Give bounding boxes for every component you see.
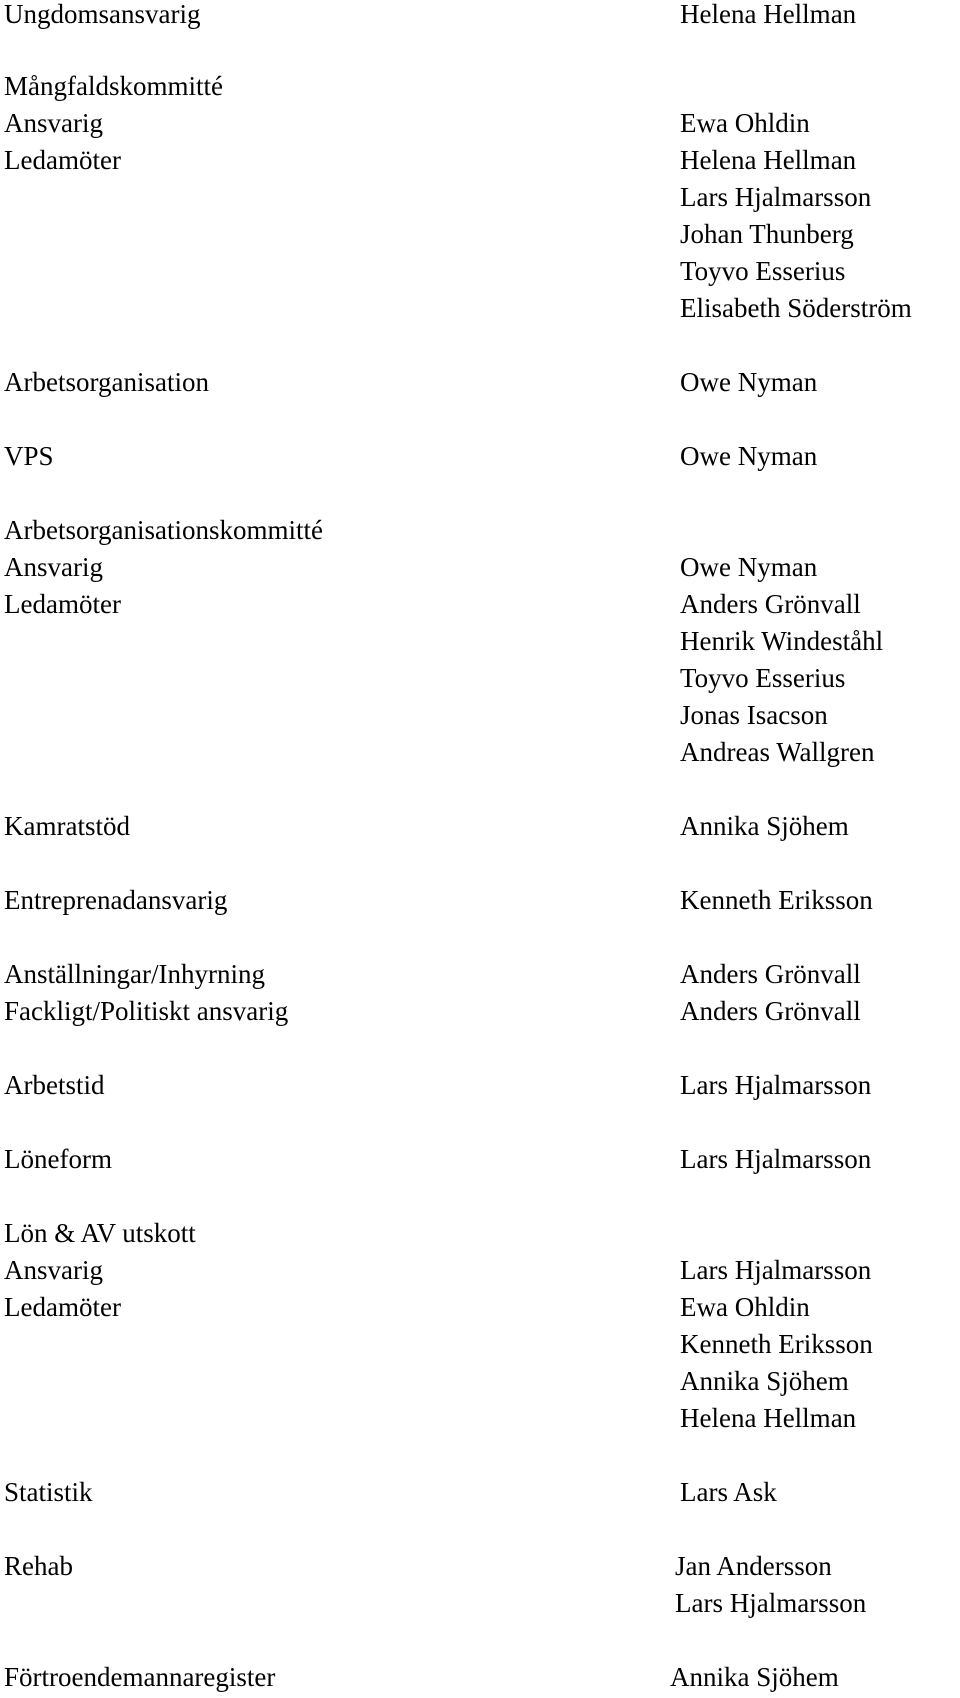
role-label: Löneform — [4, 1144, 112, 1174]
person-name: Ewa Ohldin — [680, 1292, 810, 1322]
person-name: Toyvo Esserius — [680, 663, 846, 693]
person-name: Elisabeth Söderström — [680, 293, 912, 323]
role-label: Ungdomsansvarig — [4, 0, 201, 29]
role-label: Kamratstöd — [4, 811, 130, 841]
person-name: Anders Grönvall — [680, 996, 861, 1026]
role-label: Ledamöter — [4, 589, 121, 619]
role-label: Ledamöter — [4, 1292, 121, 1322]
role-label: Arbetsorganisationskommitté — [4, 515, 323, 545]
role-label: VPS — [4, 441, 54, 471]
person-name: Annika Sjöhem — [670, 1662, 839, 1692]
role-label: Förtroendemannaregister — [4, 1662, 276, 1692]
role-label: Mångfaldskommitté — [4, 71, 223, 101]
person-name: Owe Nyman — [680, 552, 818, 582]
person-name: Kenneth Eriksson — [680, 1329, 873, 1359]
person-name: Kenneth Eriksson — [680, 885, 873, 915]
person-name: Johan Thunberg — [680, 219, 854, 249]
person-name: Henrik Windeståhl — [680, 626, 884, 656]
role-label: Entreprenadansvarig — [4, 885, 228, 915]
person-name: Anders Grönvall — [680, 959, 861, 989]
person-name: Owe Nyman — [680, 367, 818, 397]
person-name: Owe Nyman — [680, 441, 818, 471]
role-label: Arbetsorganisation — [4, 367, 209, 397]
person-name: Annika Sjöhem — [680, 811, 849, 841]
person-name: Lars Hjalmarsson — [680, 1255, 872, 1285]
person-name: Andreas Wallgren — [680, 737, 875, 767]
role-label: Ansvarig — [4, 552, 103, 582]
person-name: Helena Hellman — [680, 145, 857, 175]
person-name: Lars Hjalmarsson — [675, 1588, 867, 1618]
person-name: Lars Hjalmarsson — [680, 1144, 872, 1174]
person-name: Lars Hjalmarsson — [680, 182, 872, 212]
person-name: Jan Andersson — [675, 1551, 832, 1581]
person-name: Annika Sjöhem — [680, 1366, 849, 1396]
person-name: Toyvo Esserius — [680, 256, 846, 286]
person-name: Anders Grönvall — [680, 589, 861, 619]
role-label: Fackligt/Politiskt ansvarig — [4, 996, 289, 1026]
role-label: Ansvarig — [4, 108, 103, 138]
person-name: Ewa Ohldin — [680, 108, 810, 138]
role-label: Ansvarig — [4, 1255, 103, 1285]
person-name: Lars Ask — [680, 1477, 777, 1507]
role-label: Rehab — [4, 1551, 73, 1581]
role-label: Ledamöter — [4, 145, 121, 175]
role-label: Arbetstid — [4, 1070, 105, 1100]
role-label: Lön & AV utskott — [4, 1218, 196, 1248]
person-name: Helena Hellman — [680, 0, 857, 29]
role-label: Anställningar/Inhyrning — [4, 959, 265, 989]
person-name: Helena Hellman — [680, 1403, 857, 1433]
person-name: Jonas Isacson — [680, 700, 828, 730]
person-name: Lars Hjalmarsson — [680, 1070, 872, 1100]
role-label: Statistik — [4, 1477, 93, 1507]
